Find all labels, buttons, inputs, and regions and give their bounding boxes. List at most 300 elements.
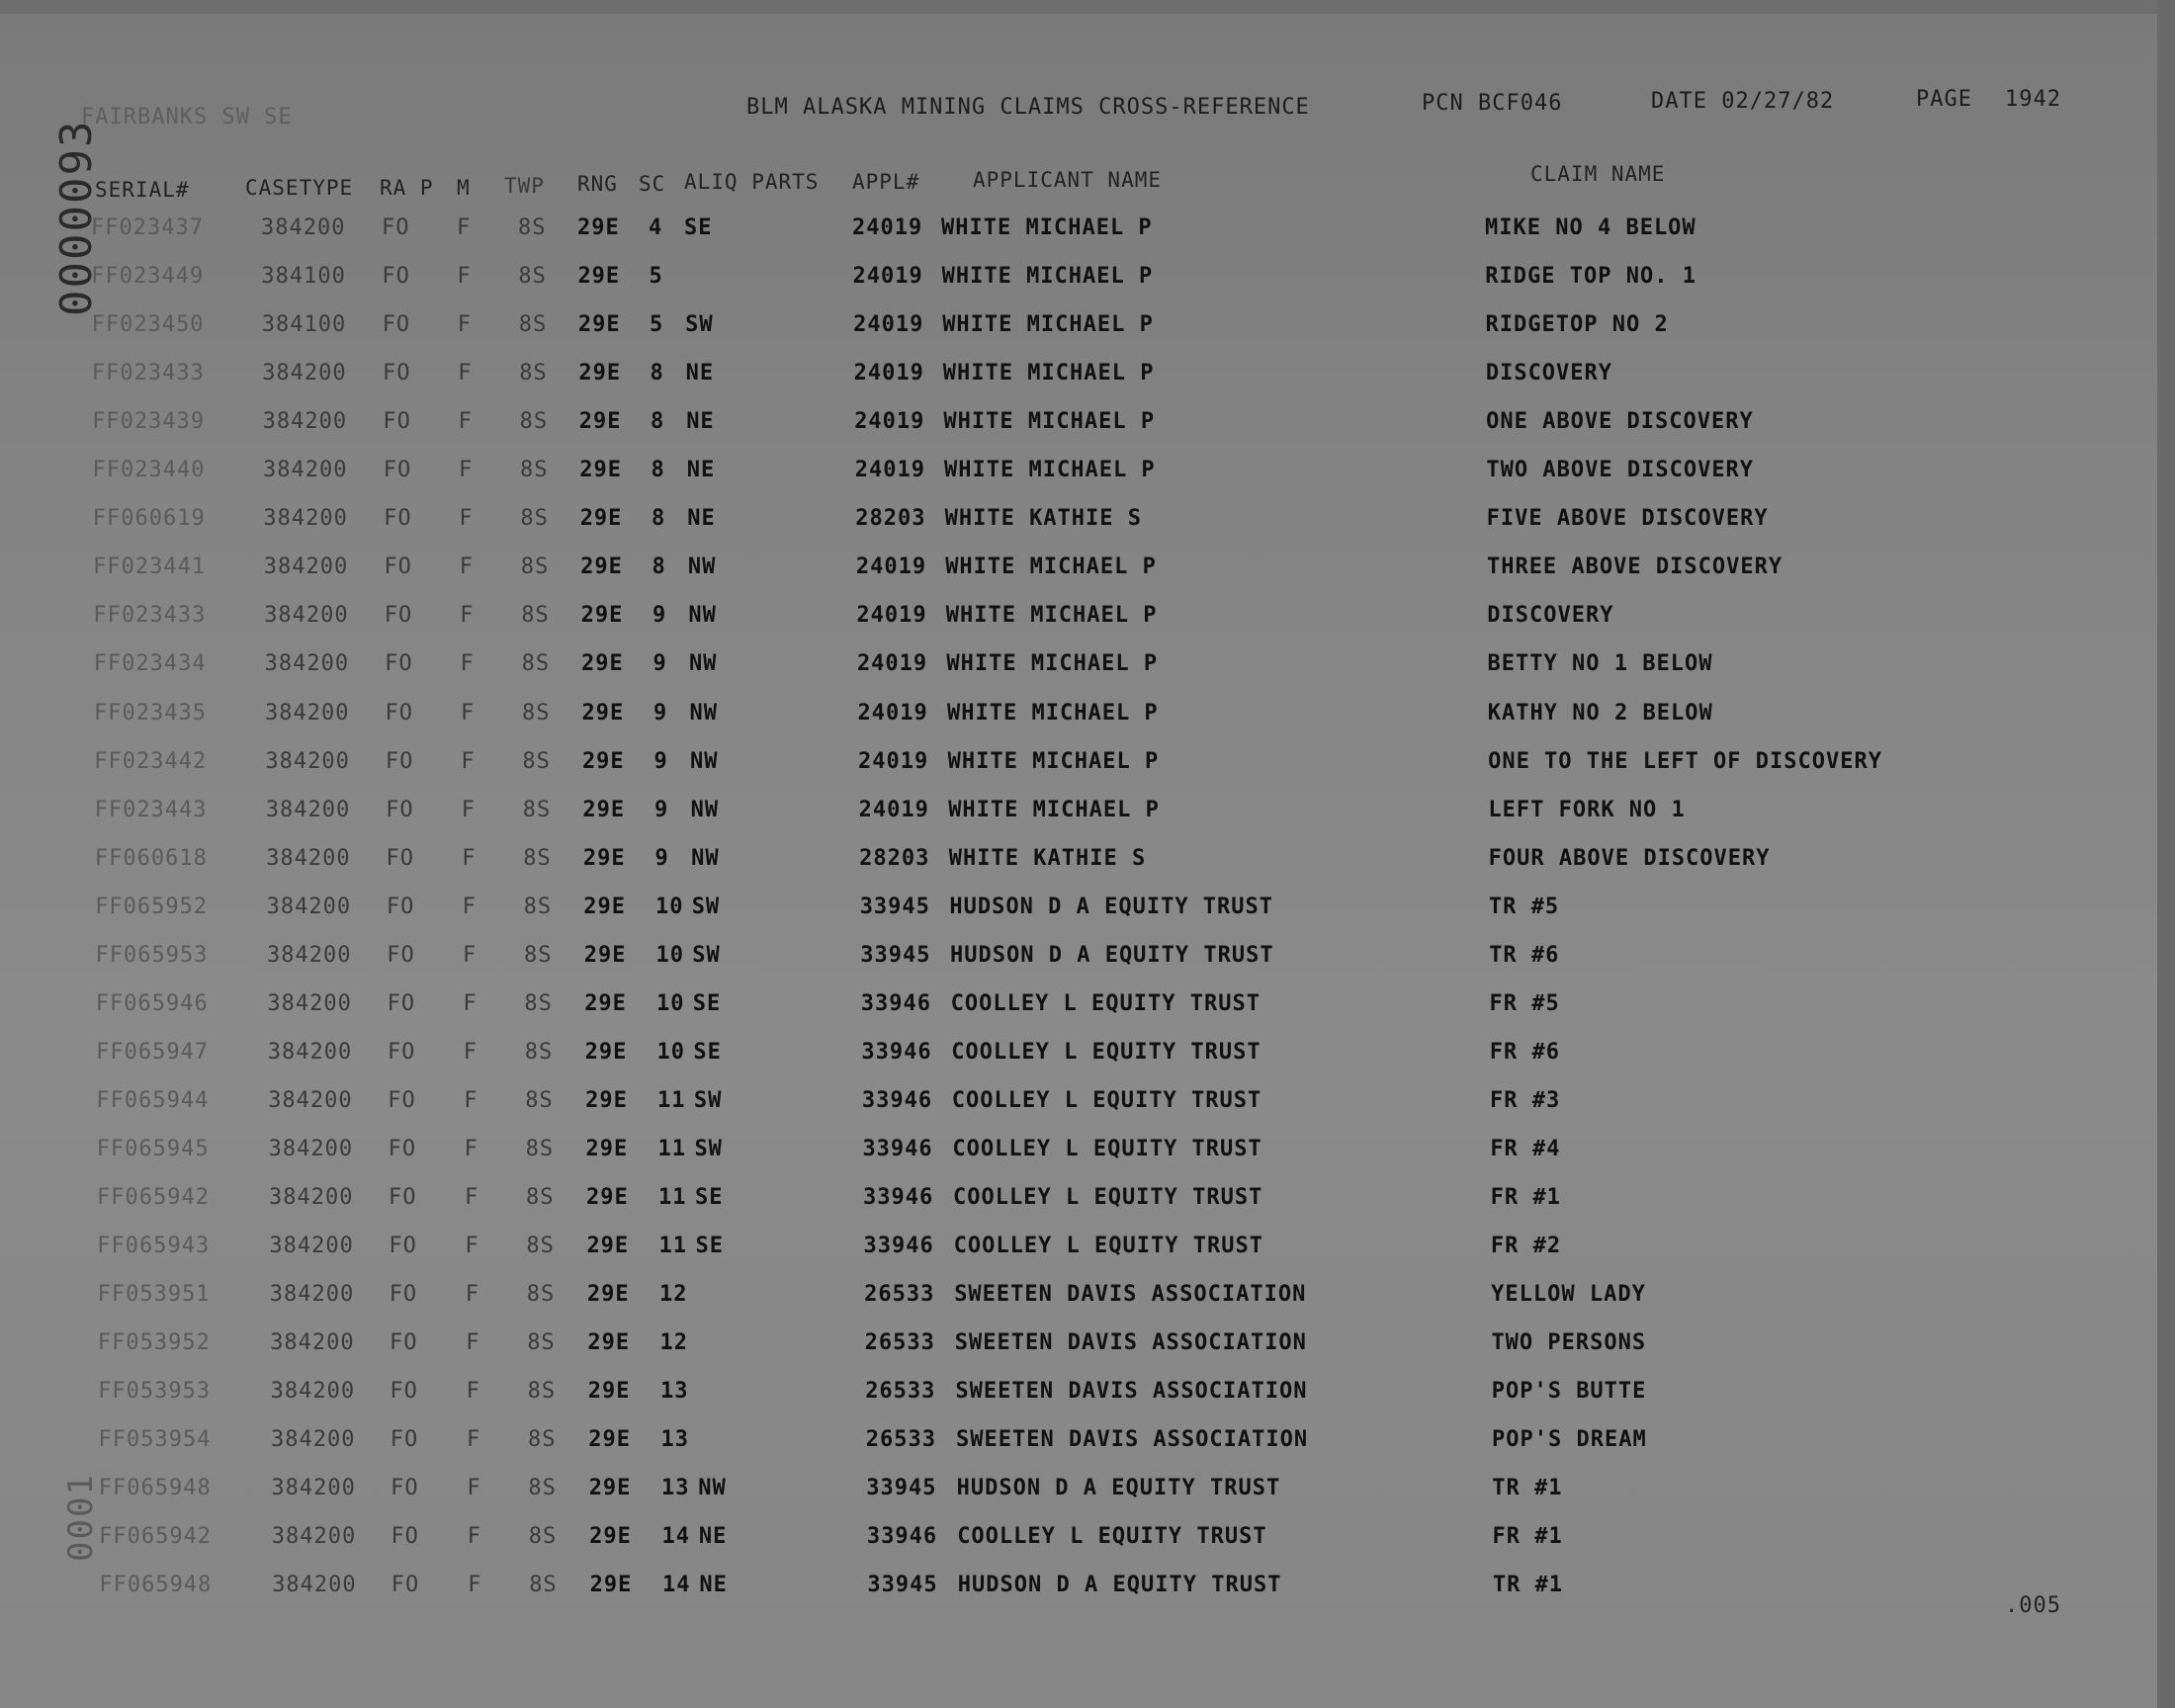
cell-claim: ONE TO THE LEFT OF DISCOVERY <box>1488 748 1882 774</box>
table-row <box>0 603 2175 650</box>
cell-applicant: WHITE MICHAEL P <box>941 215 1153 240</box>
cell-serial: FF023450 <box>91 312 205 338</box>
table-row <box>0 458 2175 505</box>
cell-m: F <box>457 264 472 290</box>
cell-sc: 8 <box>650 361 664 386</box>
cell-serial: FF065943 <box>97 1234 211 1259</box>
cell-casetype: 384200 <box>263 458 348 483</box>
cell-rng: 29E <box>580 603 624 629</box>
cell-rng: 29E <box>585 1087 628 1113</box>
cell-rng: 29E <box>586 1234 630 1259</box>
cell-m: F <box>462 845 477 871</box>
cell-claim: FR #1 <box>1492 1524 1563 1550</box>
cell-sc: 9 <box>653 748 668 774</box>
cell-aliq: SW <box>693 1087 723 1113</box>
cell-claim: FOUR ABOVE DISCOVERY <box>1488 845 1771 871</box>
cell-applicant: WHITE MICHAEL P <box>946 651 1159 677</box>
table-row <box>0 1330 2175 1378</box>
cell-twp: 8S <box>521 651 551 677</box>
cell-sc: 11 <box>658 1234 687 1259</box>
cell-aliq: NE <box>686 409 715 435</box>
table-row <box>0 264 2175 311</box>
col-appl: APPL# <box>852 170 920 194</box>
cell-applicant: WHITE MICHAEL P <box>941 264 1154 290</box>
table-row <box>0 1137 2175 1184</box>
cell-appl: 33945 <box>860 942 931 968</box>
cell-casetype: 384200 <box>269 1282 355 1308</box>
table-row <box>0 555 2175 602</box>
cell-m: F <box>468 1573 482 1598</box>
cell-appl: 33946 <box>863 1185 934 1210</box>
cell-twp: 8S <box>522 700 551 726</box>
cell-serial: FF065946 <box>95 990 209 1016</box>
cell-casetype: 384200 <box>267 1039 353 1065</box>
cell-casetype: 384100 <box>261 264 346 290</box>
margin-stamp: 0000093 <box>51 119 102 316</box>
cell-m: F <box>464 1136 478 1161</box>
table-row <box>0 1040 2175 1087</box>
cell-casetype: 384200 <box>265 700 350 726</box>
cell-twp: 8S <box>524 990 553 1016</box>
cell-sc: 10 <box>656 990 685 1016</box>
cell-twp: 8S <box>525 1087 554 1113</box>
cell-sc: 8 <box>652 555 666 580</box>
cell-claim: RIDGETOP NO 2 <box>1485 312 1669 338</box>
col-casetype: CASETYPE <box>245 176 354 200</box>
cell-applicant: HUDSON D A EQUITY TRUST <box>950 942 1274 968</box>
cell-twp: 8S <box>519 409 549 435</box>
cell-sc: 14 <box>661 1524 690 1550</box>
cell-ra: FO <box>382 264 410 290</box>
cell-aliq: NE <box>687 506 716 532</box>
table-row <box>0 1573 2175 1620</box>
cell-ra: FO <box>385 700 413 726</box>
cell-aliq: NW <box>691 845 720 871</box>
cell-casetype: 384200 <box>268 1136 354 1161</box>
cell-sc: 9 <box>652 603 667 629</box>
table-row <box>0 1427 2175 1475</box>
cell-appl: 24019 <box>858 748 929 774</box>
cell-rng: 29E <box>578 409 622 435</box>
cell-aliq: SE <box>695 1185 724 1210</box>
cell-sc: 12 <box>659 1330 688 1356</box>
cell-serial: FF053954 <box>98 1427 212 1453</box>
cell-twp: 8S <box>527 1379 557 1405</box>
cell-ra: FO <box>383 458 412 483</box>
cell-sc: 8 <box>651 458 665 483</box>
cell-casetype: 384200 <box>269 1234 354 1259</box>
table-row <box>0 846 2175 894</box>
cell-rng: 29E <box>589 1573 633 1598</box>
table-row <box>0 1476 2175 1523</box>
cell-m: F <box>465 1282 480 1308</box>
cell-appl: 24019 <box>854 458 925 483</box>
cell-casetype: 384200 <box>266 845 351 871</box>
cell-aliq: SE <box>693 1039 722 1065</box>
cell-serial: FF065952 <box>95 894 209 919</box>
cell-aliq: SE <box>695 1234 725 1259</box>
cell-rng: 29E <box>587 1379 631 1405</box>
cell-m: F <box>458 361 473 386</box>
cell-ra: FO <box>390 1379 418 1405</box>
cell-ra: FO <box>383 409 411 435</box>
cell-rng: 29E <box>581 651 624 677</box>
table-row <box>0 1185 2175 1233</box>
cell-twp: 8S <box>520 506 549 532</box>
cell-applicant: HUDSON D A EQUITY TRUST <box>949 894 1274 919</box>
cell-m: F <box>460 603 475 629</box>
cell-applicant: COOLLEY L EQUITY TRUST <box>951 1039 1262 1065</box>
table-row <box>0 749 2175 797</box>
cell-m: F <box>462 894 477 919</box>
cell-twp: 8S <box>525 1136 555 1161</box>
cell-sc: 4 <box>649 215 663 240</box>
cell-sc: 9 <box>652 651 667 677</box>
cell-serial: FF060619 <box>92 506 206 532</box>
cell-serial: FF023434 <box>93 651 207 677</box>
cell-rng: 29E <box>579 458 622 483</box>
cell-ra: FO <box>390 1330 418 1356</box>
table-row <box>0 1524 2175 1572</box>
cell-appl: 26533 <box>865 1427 936 1453</box>
cell-sc: 13 <box>660 1427 689 1453</box>
cell-aliq: NW <box>688 651 718 677</box>
cell-ra: FO <box>387 942 415 968</box>
cell-sc: 11 <box>658 1185 687 1210</box>
cell-m: F <box>467 1476 481 1501</box>
cell-ra: FO <box>389 1185 417 1210</box>
cell-m: F <box>465 1185 479 1210</box>
cell-rng: 29E <box>578 361 622 386</box>
cell-ra: FO <box>386 894 415 919</box>
table-row <box>0 651 2175 699</box>
table-row <box>0 361 2175 408</box>
cell-casetype: 384200 <box>263 555 349 580</box>
col-claim: CLAIM NAME <box>1530 162 1666 186</box>
cell-serial: FF023433 <box>93 603 207 629</box>
cell-sc: 9 <box>654 797 669 822</box>
cell-rng: 29E <box>582 797 626 822</box>
cell-appl: 24019 <box>852 264 923 290</box>
cell-appl: 33946 <box>863 1234 934 1259</box>
col-twp: TWP <box>504 174 545 198</box>
cell-applicant: SWEETEN DAVIS ASSOCIATION <box>956 1427 1309 1453</box>
cell-rng: 29E <box>580 555 623 580</box>
cell-twp: 8S <box>518 312 548 338</box>
cell-claim: MIKE NO 4 BELOW <box>1485 215 1696 240</box>
cell-m: F <box>459 555 475 580</box>
table-row <box>0 312 2175 360</box>
cell-m: F <box>464 1087 478 1113</box>
col-aliq: ALIQ PARTS <box>684 170 820 194</box>
cell-aliq: NE <box>698 1524 728 1550</box>
cell-twp: 8S <box>522 748 551 774</box>
cell-twp: 8S <box>521 603 550 629</box>
cell-ra: FO <box>391 1476 419 1501</box>
cell-twp: 8S <box>519 361 548 386</box>
cell-m: F <box>465 1234 479 1259</box>
cell-rng: 29E <box>577 264 621 290</box>
cell-aliq: NE <box>686 458 716 483</box>
cell-appl: 33946 <box>860 990 932 1016</box>
cell-claim: DISCOVERY <box>1487 603 1614 629</box>
cell-applicant: HUDSON D A EQUITY TRUST <box>957 1573 1282 1598</box>
cell-claim: TR #1 <box>1492 1476 1563 1501</box>
cell-m: F <box>463 990 478 1016</box>
cell-appl: 33945 <box>867 1573 938 1598</box>
cell-m: F <box>458 409 473 435</box>
cell-applicant: WHITE MICHAEL P <box>947 748 1160 774</box>
cell-serial: FF060618 <box>94 845 208 871</box>
cell-ra: FO <box>387 1039 416 1065</box>
cell-aliq: SE <box>684 215 713 240</box>
cell-m: F <box>457 312 473 338</box>
cell-applicant: COOLLEY L EQUITY TRUST <box>952 1136 1262 1161</box>
cell-serial: FF065944 <box>96 1087 210 1113</box>
cell-claim: TR #6 <box>1489 942 1560 968</box>
cell-m: F <box>461 797 477 822</box>
cell-m: F <box>461 748 476 774</box>
cell-m: F <box>457 215 472 240</box>
cell-aliq: SW <box>692 942 721 968</box>
cell-twp: 8S <box>528 1427 557 1453</box>
cell-m: F <box>459 506 474 532</box>
cell-serial: FF053951 <box>97 1282 211 1308</box>
cell-aliq: SW <box>694 1136 723 1161</box>
cell-m: F <box>460 651 475 677</box>
cell-applicant: SWEETEN DAVIS ASSOCIATION <box>954 1330 1307 1356</box>
cell-ra: FO <box>387 990 416 1016</box>
col-applicant: APPLICANT NAME <box>973 168 1163 192</box>
cell-applicant: SWEETEN DAVIS ASSOCIATION <box>954 1282 1307 1308</box>
cell-serial: FF053953 <box>98 1379 212 1405</box>
cell-applicant: WHITE KATHIE S <box>944 506 1143 532</box>
cell-twp: 8S <box>526 1185 555 1210</box>
table-row <box>0 1234 2175 1281</box>
cell-rng: 29E <box>579 506 623 532</box>
report-title: BLM ALASKA MINING CLAIMS CROSS-REFERENCE <box>746 95 1310 120</box>
cell-rng: 29E <box>588 1427 631 1453</box>
cell-serial: FF065947 <box>96 1039 210 1065</box>
cell-claim: FR #1 <box>1490 1185 1561 1210</box>
col-rng: RNG <box>577 172 618 196</box>
cell-claim: TR #1 <box>1492 1573 1564 1598</box>
cell-appl: 24019 <box>853 361 924 386</box>
cell-claim: LEFT FORK NO 1 <box>1488 797 1686 822</box>
cell-casetype: 384200 <box>262 361 347 386</box>
cell-appl: 28203 <box>855 506 926 532</box>
cell-appl: 24019 <box>856 603 927 629</box>
cell-ra: FO <box>391 1573 420 1598</box>
cell-casetype: 384200 <box>264 651 350 677</box>
cell-casetype: 384200 <box>268 1087 353 1113</box>
cell-claim: TWO PERSONS <box>1491 1330 1647 1356</box>
cell-applicant: WHITE MICHAEL P <box>948 797 1160 822</box>
cell-appl: 24019 <box>858 797 929 822</box>
col-ra: RA P <box>380 176 434 200</box>
cell-twp: 8S <box>520 555 550 580</box>
cell-applicant: COOLLEY L EQUITY TRUST <box>957 1524 1267 1550</box>
cell-rng: 29E <box>581 748 625 774</box>
table-row <box>0 1088 2175 1136</box>
cell-sc: 5 <box>649 264 663 290</box>
cell-sc: 12 <box>659 1282 688 1308</box>
table-row <box>0 1379 2175 1426</box>
cell-appl: 24019 <box>855 555 927 580</box>
cell-twp: 8S <box>528 1476 557 1501</box>
cell-rng: 29E <box>588 1476 632 1501</box>
cell-ra: FO <box>388 1136 417 1161</box>
cell-aliq: NW <box>688 603 717 629</box>
cell-twp: 8S <box>520 458 549 483</box>
cell-twp: 8S <box>518 264 547 290</box>
cell-sc: 11 <box>657 1087 686 1113</box>
cell-ra: FO <box>391 1524 419 1550</box>
cell-appl: 24019 <box>852 215 923 240</box>
cell-rng: 29E <box>586 1282 630 1308</box>
cell-appl: 33946 <box>862 1136 933 1161</box>
cell-serial: FF023437 <box>91 215 204 240</box>
cell-aliq: NW <box>690 797 720 822</box>
cell-casetype: 384200 <box>265 748 350 774</box>
cell-aliq: NW <box>687 555 717 580</box>
cell-casetype: 384200 <box>261 215 346 240</box>
cell-ra: FO <box>382 312 411 338</box>
table-row <box>0 701 2175 748</box>
cell-applicant: COOLLEY L EQUITY TRUST <box>950 990 1261 1016</box>
cell-aliq: SE <box>692 990 722 1016</box>
region-label: FAIRBANKS SW SE <box>81 105 293 129</box>
cell-ra: FO <box>388 1087 416 1113</box>
cell-claim: DISCOVERY <box>1485 361 1613 386</box>
cell-applicant: COOLLEY L EQUITY TRUST <box>951 1087 1262 1113</box>
cell-serial: FF023449 <box>91 264 205 290</box>
cell-rng: 29E <box>586 1185 629 1210</box>
cell-twp: 8S <box>527 1330 556 1356</box>
cell-applicant: WHITE KATHIE S <box>948 845 1147 871</box>
page-label: PAGE <box>1916 87 1972 112</box>
cell-serial: FF065948 <box>98 1476 212 1501</box>
cell-claim: FR #5 <box>1489 990 1560 1016</box>
table-row <box>0 943 2175 990</box>
col-sc: SC <box>639 172 666 196</box>
cell-aliq: SW <box>691 894 721 919</box>
col-m: M <box>457 176 471 200</box>
cell-aliq: NW <box>690 748 719 774</box>
cell-serial: FF065953 <box>95 942 209 968</box>
cell-appl: 24019 <box>853 312 924 338</box>
table-row <box>0 215 2175 263</box>
cell-claim: FR #4 <box>1490 1136 1561 1161</box>
cell-applicant: COOLLEY L EQUITY TRUST <box>953 1185 1263 1210</box>
cell-aliq: SW <box>685 312 714 338</box>
cell-applicant: WHITE MICHAEL P <box>942 312 1154 338</box>
cell-claim: ONE ABOVE DISCOVERY <box>1486 409 1754 435</box>
cell-appl: 33946 <box>866 1524 938 1550</box>
cell-sc: 5 <box>650 312 664 338</box>
cell-applicant: WHITE MICHAEL P <box>947 700 1159 726</box>
cell-twp: 8S <box>523 845 552 871</box>
cell-rng: 29E <box>577 215 620 240</box>
cell-casetype: 384200 <box>271 1427 356 1453</box>
cell-rng: 29E <box>583 894 627 919</box>
cell-rng: 29E <box>582 845 626 871</box>
cell-twp: 8S <box>526 1282 556 1308</box>
cell-applicant: WHITE MICHAEL P <box>943 409 1156 435</box>
cell-twp: 8S <box>523 894 553 919</box>
table-row <box>0 1282 2175 1329</box>
cell-applicant: WHITE MICHAEL P <box>942 361 1155 386</box>
cell-claim: POP'S BUTTE <box>1491 1379 1647 1405</box>
cell-serial: FF065945 <box>96 1136 210 1161</box>
cell-serial: FF023435 <box>94 700 207 726</box>
cell-aliq: NW <box>698 1476 727 1501</box>
cell-rng: 29E <box>584 990 627 1016</box>
cell-serial: FF023443 <box>94 797 208 822</box>
cell-appl: 24019 <box>856 651 928 677</box>
cell-aliq: NW <box>689 700 718 726</box>
cell-applicant: WHITE MICHAEL P <box>945 555 1157 580</box>
footer-code: .005 <box>2005 1593 2061 1618</box>
cell-m: F <box>466 1330 480 1356</box>
cell-serial: FF065948 <box>99 1573 213 1598</box>
cell-casetype: 384200 <box>269 1185 354 1210</box>
cell-casetype: 384200 <box>263 506 348 532</box>
cell-sc: 9 <box>653 700 668 726</box>
cell-rng: 29E <box>583 942 627 968</box>
cell-casetype: 384200 <box>267 990 352 1016</box>
cell-aliq: NE <box>685 361 715 386</box>
cell-appl: 26533 <box>864 1330 935 1356</box>
cell-sc: 8 <box>651 409 665 435</box>
cell-appl: 24019 <box>857 700 928 726</box>
cell-rng: 29E <box>587 1330 631 1356</box>
cell-casetype: 384200 <box>272 1573 357 1598</box>
cell-m: F <box>463 942 478 968</box>
cell-serial: FF023433 <box>91 361 205 386</box>
cell-serial: FF053952 <box>97 1330 211 1356</box>
cell-ra: FO <box>389 1234 417 1259</box>
cell-m: F <box>467 1524 482 1550</box>
cell-ra: FO <box>390 1427 419 1453</box>
cell-ra: FO <box>389 1282 418 1308</box>
cell-casetype: 384200 <box>270 1379 356 1405</box>
cell-casetype: 384200 <box>266 894 352 919</box>
table-row <box>0 991 2175 1039</box>
cell-ra: FO <box>386 797 414 822</box>
cell-rng: 29E <box>577 312 621 338</box>
cell-twp: 8S <box>529 1573 558 1598</box>
pcn-label: PCN BCF046 <box>1422 91 1563 116</box>
cell-serial: FF023440 <box>92 458 206 483</box>
cell-claim: FR #2 <box>1490 1234 1562 1259</box>
cell-appl: 28203 <box>859 845 930 871</box>
cell-serial: FF023441 <box>93 555 207 580</box>
cell-appl: 24019 <box>854 409 925 435</box>
cell-ra: FO <box>383 361 411 386</box>
cell-ra: FO <box>384 506 412 532</box>
cell-twp: 8S <box>526 1234 555 1259</box>
report-date: DATE 02/27/82 <box>1651 89 1835 114</box>
margin-stamp-lower: 0001 <box>61 1473 101 1562</box>
cell-claim: YELLOW LADY <box>1491 1282 1646 1308</box>
cell-ra: FO <box>384 603 413 629</box>
cell-twp: 8S <box>524 942 553 968</box>
cell-sc: 13 <box>661 1476 690 1501</box>
cell-appl: 26533 <box>865 1379 936 1405</box>
cell-serial: FF065942 <box>99 1524 213 1550</box>
cell-applicant: COOLLEY L EQUITY TRUST <box>953 1234 1263 1259</box>
